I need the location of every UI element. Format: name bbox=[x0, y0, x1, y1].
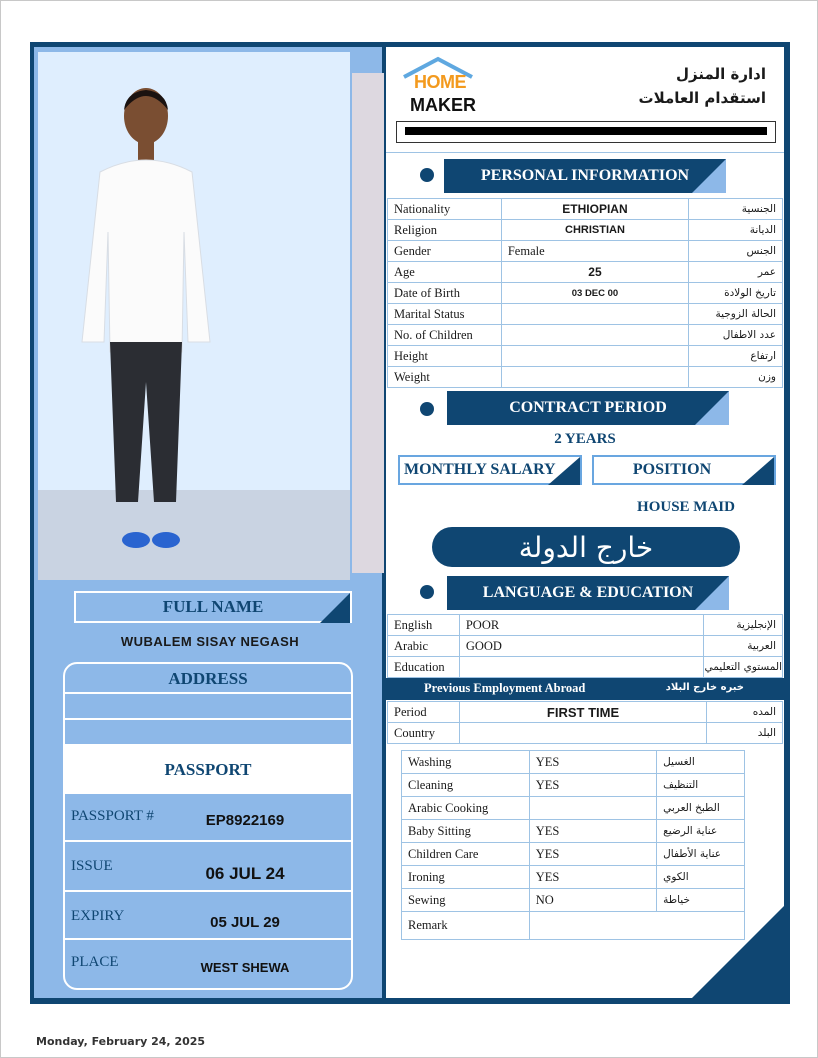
row-arabic: الغسيل bbox=[657, 751, 745, 774]
footer-date: Monday, February 24, 2025 bbox=[36, 1035, 206, 1048]
row-value: 25 bbox=[501, 262, 688, 283]
contract-period-title: CONTRACT PERIOD bbox=[509, 399, 667, 416]
person-figure bbox=[38, 52, 350, 580]
issue-value: 06 JUL 24 bbox=[205, 864, 285, 883]
row-arabic: خياطة bbox=[657, 889, 745, 912]
row-arabic: الإنجليزية bbox=[704, 615, 783, 636]
monthly-salary-label: MONTHLY SALARY bbox=[404, 461, 556, 478]
header-corner bbox=[695, 391, 729, 425]
company-arabic-line-2: استقدام العاملات bbox=[638, 89, 766, 107]
row-arabic: تاريخ الولادة bbox=[689, 283, 783, 304]
row-label: No. of Children bbox=[388, 325, 502, 346]
box-corner bbox=[548, 457, 580, 485]
row-value: POOR bbox=[459, 615, 704, 636]
row-label: Arabic bbox=[388, 636, 460, 657]
passport-header bbox=[65, 746, 351, 794]
row-value bbox=[501, 346, 688, 367]
monthly-salary-box bbox=[398, 455, 582, 485]
row-value: YES bbox=[529, 751, 656, 774]
expiry-label: EXPIRY bbox=[71, 908, 125, 924]
table-row bbox=[388, 615, 783, 636]
row-label: Children Care bbox=[402, 843, 530, 866]
row-value: YES bbox=[529, 843, 656, 866]
row-arabic: الجنسية bbox=[689, 199, 783, 220]
row-label: Nationality bbox=[388, 199, 502, 220]
header-rule bbox=[386, 152, 784, 153]
logo-home-text: HOME bbox=[414, 72, 466, 92]
row-value: YES bbox=[529, 774, 656, 797]
abroad-banner bbox=[432, 527, 740, 567]
row-label: Arabic Cooking bbox=[402, 797, 530, 820]
row-arabic: المده bbox=[707, 702, 783, 723]
candidate-photo bbox=[38, 52, 350, 580]
header-corner bbox=[695, 576, 729, 610]
row-label: English bbox=[388, 615, 460, 636]
table-row bbox=[388, 241, 783, 262]
expiry-row bbox=[65, 892, 351, 940]
passport-number-value: EP8922169 bbox=[205, 812, 285, 829]
decorative-corner bbox=[692, 906, 784, 998]
address-line-2 bbox=[65, 720, 351, 746]
language-education-header bbox=[447, 576, 729, 610]
table-row bbox=[402, 774, 745, 797]
row-arabic: الجنس bbox=[689, 241, 783, 262]
table-row bbox=[402, 843, 745, 866]
contract-period-value: 2 YEARS bbox=[554, 431, 616, 447]
row-arabic: وزن bbox=[689, 367, 783, 388]
row-value: CHRISTIAN bbox=[501, 220, 688, 241]
row-label: Ironing bbox=[402, 866, 530, 889]
row-label: Period bbox=[388, 702, 460, 723]
row-value: YES bbox=[529, 820, 656, 843]
table-row bbox=[388, 325, 783, 346]
address-header bbox=[65, 664, 351, 694]
header-corner bbox=[320, 593, 350, 623]
previous-employment-title-arabic: خبره خارج البلاد bbox=[665, 682, 744, 693]
row-label: Education bbox=[388, 657, 460, 678]
row-label: Date of Birth bbox=[388, 283, 502, 304]
row-value: FIRST TIME bbox=[459, 702, 706, 723]
table-row bbox=[402, 820, 745, 843]
place-row bbox=[65, 940, 351, 988]
full-name-value: WUBALEM SISAY NEGASH bbox=[120, 634, 300, 649]
row-value: ETHIOPIAN bbox=[501, 199, 688, 220]
row-arabic: الديانة bbox=[689, 220, 783, 241]
position-label: POSITION bbox=[632, 461, 712, 478]
row-arabic: عدد الاطفال bbox=[689, 325, 783, 346]
row-arabic: الحالة الزوجية bbox=[689, 304, 783, 325]
logo-maker-text: MAKER bbox=[410, 95, 476, 115]
row-arabic: التنظيف bbox=[657, 774, 745, 797]
table-row bbox=[388, 199, 783, 220]
passport-number-row bbox=[65, 794, 351, 842]
language-education-title: LANGUAGE & EDUCATION bbox=[482, 584, 694, 601]
row-arabic: الطبخ العربي bbox=[657, 797, 745, 820]
abroad-banner-text: خارج الدولة bbox=[518, 530, 654, 564]
row-value bbox=[501, 304, 688, 325]
remark-label: Remark bbox=[402, 912, 530, 940]
table-row bbox=[388, 367, 783, 388]
personal-info-title: PERSONAL INFORMATION bbox=[480, 167, 690, 184]
full-name-header bbox=[74, 591, 352, 623]
table-row bbox=[388, 304, 783, 325]
position-box bbox=[592, 455, 776, 485]
row-value: YES bbox=[529, 866, 656, 889]
table-row bbox=[402, 797, 745, 820]
full-name-label: FULL NAME bbox=[162, 597, 264, 616]
table-row bbox=[388, 283, 783, 304]
row-arabic: البلد bbox=[707, 723, 783, 744]
expiry-value: 05 JUL 29 bbox=[210, 914, 280, 931]
position-value: HOUSE MAID bbox=[637, 499, 735, 515]
row-value: GOOD bbox=[459, 636, 704, 657]
row-label: Marital Status bbox=[388, 304, 502, 325]
row-arabic: ارتفاع bbox=[689, 346, 783, 367]
language-table bbox=[387, 614, 783, 678]
place-value: WEST SHEWA bbox=[200, 960, 290, 975]
row-label: Gender bbox=[388, 241, 502, 262]
box-corner bbox=[742, 457, 774, 485]
table-row bbox=[388, 636, 783, 657]
section-bullet bbox=[420, 402, 434, 416]
row-value bbox=[459, 657, 704, 678]
address-passport-box bbox=[63, 662, 353, 990]
previous-employment-header bbox=[386, 678, 784, 700]
row-arabic: عمر bbox=[689, 262, 783, 283]
row-label: Baby Sitting bbox=[402, 820, 530, 843]
row-value: Female bbox=[501, 241, 688, 262]
row-arabic: الكوي bbox=[657, 866, 745, 889]
row-label: Washing bbox=[402, 751, 530, 774]
table-row bbox=[402, 866, 745, 889]
row-label: Age bbox=[388, 262, 502, 283]
row-value bbox=[529, 797, 656, 820]
section-bullet bbox=[420, 585, 434, 599]
photo-edge bbox=[352, 73, 384, 573]
row-label: Height bbox=[388, 346, 502, 367]
company-arabic-name bbox=[639, 62, 766, 110]
table-row bbox=[388, 702, 783, 723]
row-label: Cleaning bbox=[402, 774, 530, 797]
header-corner bbox=[692, 159, 726, 193]
row-value bbox=[501, 367, 688, 388]
row-arabic: عناية الرضيع bbox=[657, 820, 745, 843]
address-line-1 bbox=[65, 694, 351, 720]
row-value bbox=[459, 723, 706, 744]
passport-label: PASSPORT bbox=[164, 760, 252, 779]
place-label: PLACE bbox=[71, 954, 119, 970]
address-label: ADDRESS bbox=[168, 669, 248, 688]
table-row bbox=[388, 346, 783, 367]
table-row bbox=[388, 657, 783, 678]
table-row bbox=[388, 262, 783, 283]
passport-number-label: PASSPORT # bbox=[71, 808, 154, 824]
section-bullet bbox=[420, 168, 434, 182]
row-label: Sewing bbox=[402, 889, 530, 912]
table-row bbox=[388, 723, 783, 744]
row-label: Weight bbox=[388, 367, 502, 388]
header-divider bbox=[396, 121, 776, 143]
row-arabic: المستوي التعليمي bbox=[704, 657, 783, 678]
previous-employment-title: Previous Employment Abroad bbox=[424, 681, 586, 695]
row-arabic: العربية bbox=[704, 636, 783, 657]
personal-info-header bbox=[444, 159, 726, 193]
row-value: NO bbox=[529, 889, 656, 912]
table-row bbox=[402, 751, 745, 774]
row-label: Country bbox=[388, 723, 460, 744]
row-arabic: عناية الأطفال bbox=[657, 843, 745, 866]
company-arabic-line-1: ادارة المنزل bbox=[676, 65, 766, 83]
row-value: 03 DEC 00 bbox=[501, 283, 688, 304]
table-row bbox=[388, 220, 783, 241]
issue-row bbox=[65, 842, 351, 892]
contract-period-header bbox=[447, 391, 729, 425]
personal-info-table bbox=[387, 198, 783, 388]
previous-employment-table bbox=[387, 701, 783, 744]
row-label: Religion bbox=[388, 220, 502, 241]
issue-label: ISSUE bbox=[71, 858, 113, 874]
row-value bbox=[501, 325, 688, 346]
